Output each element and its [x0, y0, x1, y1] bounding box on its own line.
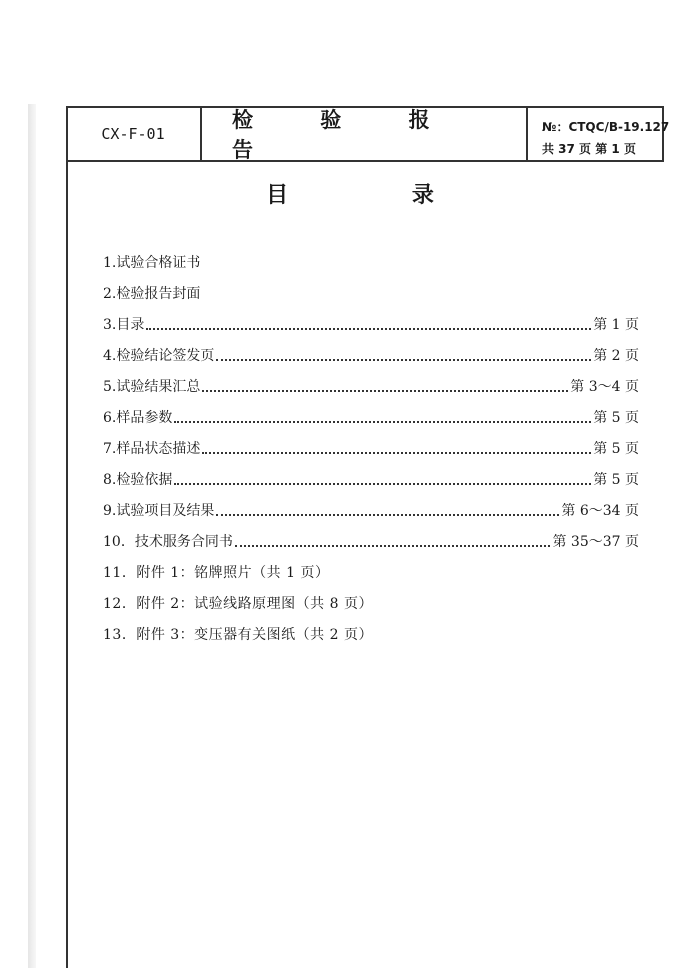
- toc-entry: [103, 396, 639, 427]
- toc-entry-page: 第 1 页: [593, 317, 639, 333]
- toc-entry-label: 7.样品状态描述: [103, 441, 201, 457]
- report-number: №：CTQC/B-19.127: [542, 120, 670, 134]
- toc-entry-label: 13．附件 3：变压器有关图纸（共 2 页）: [103, 627, 373, 643]
- toc-entry-page: 第 6～34 页: [561, 503, 639, 519]
- toc-entry-page: 第 2 页: [593, 348, 639, 364]
- toc-entry: [103, 427, 639, 458]
- toc-entry: [103, 365, 639, 396]
- toc-entry: [103, 520, 639, 551]
- toc-entry-page: 第 5 页: [593, 472, 639, 488]
- report-header: [66, 106, 670, 162]
- toc-leader-dots: [146, 327, 591, 330]
- toc-list: [103, 241, 639, 644]
- toc-entry: [103, 613, 639, 644]
- page-edge-shadow: [28, 104, 36, 968]
- doc-code: CX-F-01: [66, 108, 202, 160]
- toc-entry-page: 第 3～4 页: [570, 379, 639, 395]
- toc-entry: [103, 458, 639, 489]
- toc-leader-dots: [216, 513, 559, 516]
- toc-entry-label: 9.试验项目及结果: [103, 503, 215, 519]
- toc-leader-dots: [174, 420, 591, 423]
- page-info: 共 37 页 第 1 页: [542, 142, 636, 156]
- toc-entry-label: 2.检验报告封面: [103, 286, 201, 302]
- report-title: 检 验 报 告: [202, 108, 528, 160]
- toc-entry-label: 5.试验结果汇总: [103, 379, 201, 395]
- toc-entry-page: 第 5 页: [593, 410, 639, 426]
- toc-entry-page: 第 35～37 页: [552, 534, 639, 550]
- toc-entry-label: 11．附件 1：铭牌照片（共 1 页）: [103, 565, 330, 581]
- toc-entry: [103, 551, 639, 582]
- toc-entry-label: 4.检验结论签发页: [103, 348, 215, 364]
- toc-entry-page: 第 5 页: [593, 441, 639, 457]
- toc-entry-label: 6.样品参数: [103, 410, 173, 426]
- toc-entry: [103, 582, 639, 613]
- toc-entry: [103, 334, 639, 365]
- toc-leader-dots: [216, 358, 591, 361]
- toc-leader-dots: [202, 389, 568, 392]
- toc-entry-label: 3.目录: [103, 317, 145, 333]
- toc-entry-label: 1.试验合格证书: [103, 255, 201, 271]
- toc-entry: [103, 489, 639, 520]
- toc-entry-label: 10．技术服务合同书: [103, 534, 233, 550]
- frame-left-border: [66, 106, 68, 968]
- toc-entry: [103, 272, 639, 303]
- report-meta: [528, 108, 670, 160]
- toc-entry-label: 8.检验依据: [103, 472, 173, 488]
- toc-leader-dots: [174, 482, 591, 485]
- toc-leader-dots: [202, 451, 591, 454]
- toc-leader-dots: [235, 544, 551, 547]
- toc-title: 目 录: [266, 182, 492, 208]
- toc-entry-label: 12．附件 2：试验线路原理图（共 8 页）: [103, 596, 373, 612]
- toc-entry: [103, 241, 639, 272]
- toc-entry: [103, 303, 639, 334]
